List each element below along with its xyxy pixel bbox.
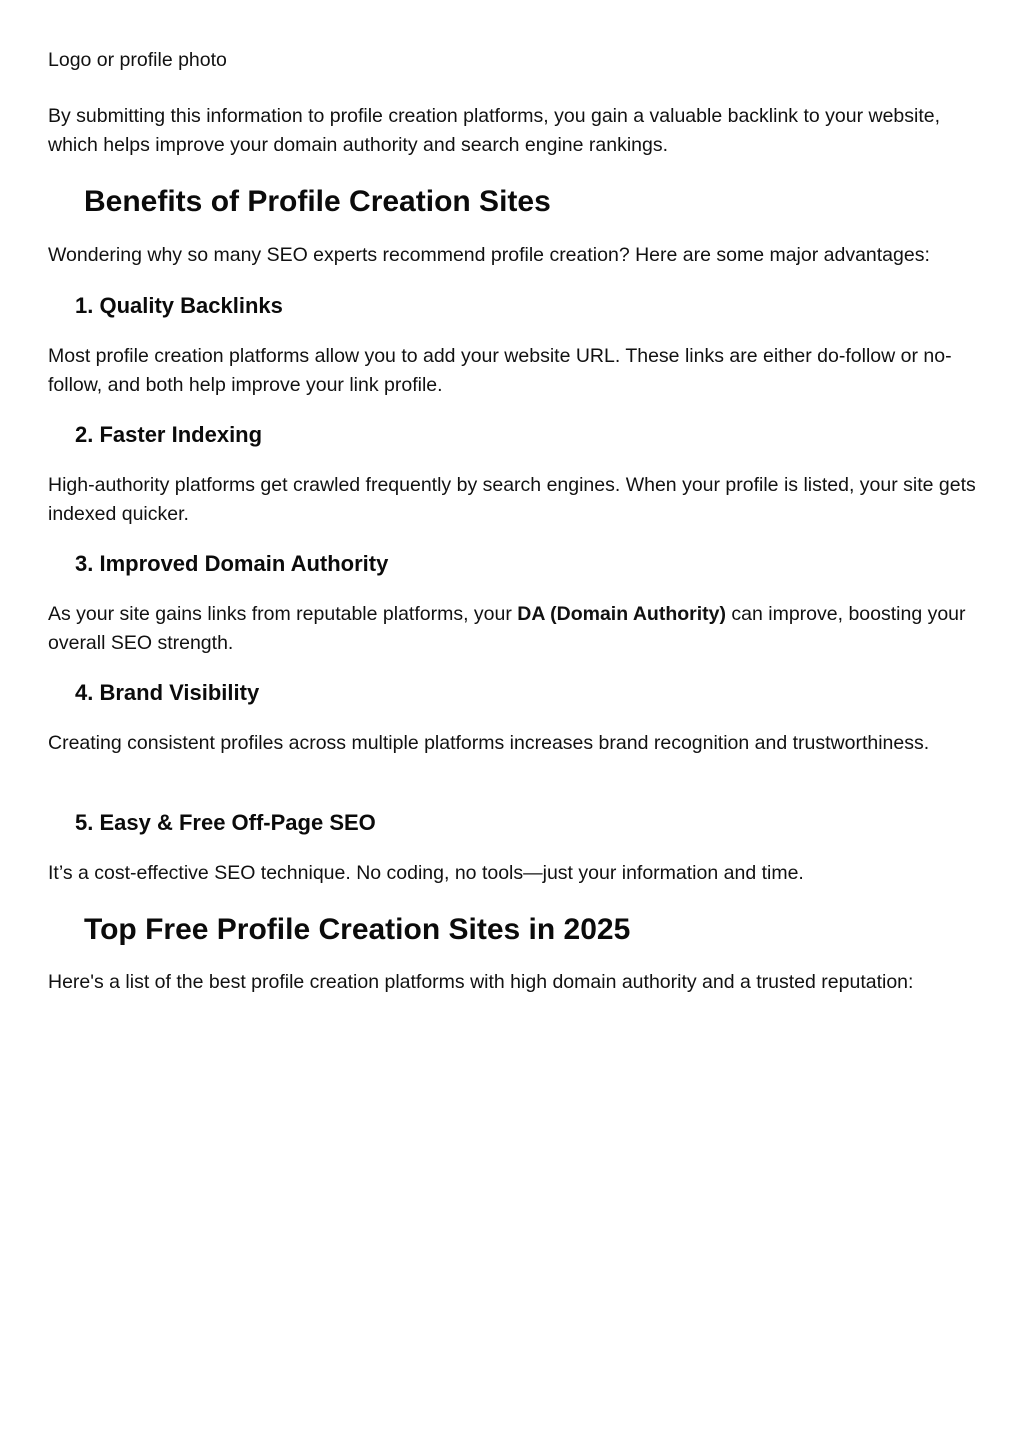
benefit-title-quality-backlinks: 1. Quality Backlinks [75,293,283,318]
submit-paragraph: By submitting this information to profile creation platforms, you gain a valuable backlink to your website, which helps improve your domain authority and search engine rankings. [48,105,941,156]
benefit-text-off-page-seo: It’s a cost-effective SEO technique. No coding, no tools—just your information and time. [48,862,804,884]
benefit-text-quality-backlinks: Most profile creation platforms allow you to add your website URL. These links are either do-follow or no-follow, and both help improve your link profile. [48,345,952,396]
top-sites-intro: Here's a list of the best profile creation platforms with high domain authority and a trusted reputation: [48,971,914,993]
benefit-text-domain-authority-after: can improve, boosting your overall SEO strength. [48,603,966,654]
benefit-title-off-page-seo: 5. Easy & Free Off-Page SEO [75,810,376,835]
top-sites-heading: Top Free Profile Creation Sites in 2025 [84,913,631,946]
benefit-title-brand-visibility: 4. Brand Visibility [75,680,260,705]
benefit-title-faster-indexing: 2. Faster Indexing [75,422,263,447]
benefit-text-domain-authority [48,600,978,657]
benefit-text-domain-authority-before: As your site gains links from reputable platforms, your [48,603,518,625]
logo-line: Logo or profile photo [48,49,227,71]
benefit-text-brand-visibility: Creating consistent profiles across multiple platforms increases brand recognition and trustworthiness. [48,732,930,754]
benefits-intro: Wondering why so many SEO experts recommend profile creation? Here are some major advantages: [48,244,930,266]
benefit-text-faster-indexing: High-authority platforms get crawled frequently by search engines. When your profile is listed, your site gets indexed quicker. [48,474,976,525]
benefits-heading: Benefits of Profile Creation Sites [84,185,551,218]
benefit-title-domain-authority: 3. Improved Domain Authority [75,551,389,576]
domain-authority-bold: DA (Domain Authority) [517,603,726,625]
